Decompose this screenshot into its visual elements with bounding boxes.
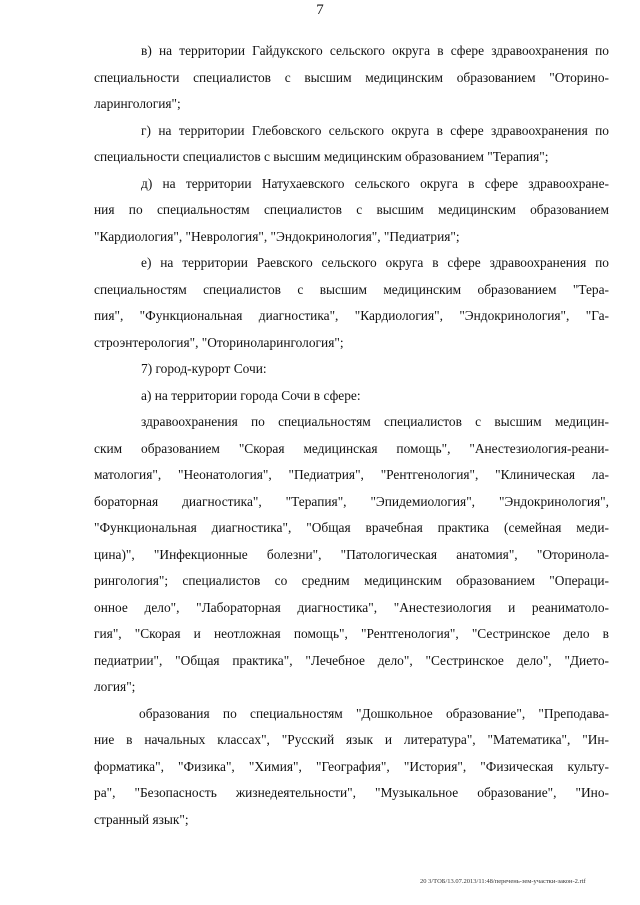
paragraph (94, 250, 609, 356)
text-line: ларингология"; (94, 96, 181, 111)
paragraph (94, 171, 609, 251)
paragraph (94, 409, 609, 701)
text-line: онное дело", "Лабораторная диагностика", "Анестезиология и реаниматоло- (94, 599, 609, 615)
text-line: специальности специалистов с высшим медицинским образованием "Терапия"; (94, 149, 549, 164)
text-line: специальностям специалистов с высшим медицинским образованием "Тера- (94, 281, 609, 297)
text-line: ра", "Безопасность жизнедеятельности", "Музыкальное образование", "Ино- (94, 785, 609, 800)
text-line: матология", "Неонатология", "Педиатрия", "Рентгенология", "Клиническая ла- (94, 467, 609, 482)
text-line: специальности специалистов с высшим медицинским образованием "Оторино- (94, 69, 609, 85)
text-line: строэнтерология", "Оториноларингология"; (94, 334, 344, 350)
paragraph (94, 383, 609, 410)
text-line: 7) город-курорт Сочи: (141, 361, 267, 376)
text-line: пия", "Функциональная диагностика", "Кардиология", "Эндокринология", "Га- (94, 308, 609, 323)
text-line: "Кардиология", "Неврология", "Эндокринология", "Педиатрия"; (94, 228, 460, 244)
document-body (94, 38, 609, 833)
text-line: педиатрии", "Общая практика", "Лечебное дело", "Сестринское дело", "Дието- (94, 652, 609, 668)
text-line: гия", "Скорая и неотложная помощь", "Рентгенология", "Сестринское дело в (94, 626, 609, 641)
text-line: г) на территории Глебовского сельского округа в сфере здравоохранения по (141, 122, 609, 138)
text-line: образования по специальностям "Дошкольное образование", "Преподава- (139, 705, 609, 721)
paragraph (94, 38, 609, 118)
text-line: д) на территории Натухаевского сельского округа в сфере здравоохране- (141, 175, 609, 191)
text-line: логия"; (94, 679, 136, 694)
text-line: рингология"; специалистов со средним медицинским образованием "Операци- (94, 573, 609, 588)
text-line: а) на территории города Сочи в сфере: (141, 387, 361, 403)
text-line: бораторная диагностика", "Терапия", "Эпидемиология", "Эндокринология", (94, 493, 609, 509)
paragraph (94, 356, 609, 383)
text-line: здравоохранения по специальностям специалистов с высшим медицин- (141, 414, 609, 429)
text-line: ние в начальных классах", "Русский язык и литература", "Математика", "Ин- (94, 732, 609, 747)
paragraph (94, 118, 609, 171)
paragraph (94, 701, 609, 834)
text-line: е) на территории Раевского сельского округа в сфере здравоохранения по (141, 255, 609, 270)
footer-file-path: 20 3/ТОБ/13.07.2013/11:48/перечень-зем-участки-закон-2.rtf (420, 878, 586, 885)
text-line: ния по специальностям специалистов с высшим медицинским образованием (94, 202, 609, 217)
text-line: "Функциональная диагностика", "Общая врачебная практика (семейная меди- (94, 520, 609, 535)
page-number: 7 (316, 2, 324, 18)
text-line: форматика", "Физика", "Химия", "География", "История", "Физическая культу- (94, 758, 609, 774)
text-line: странный язык"; (94, 811, 189, 827)
text-line: ским образованием "Скорая медицинская помощь", "Анестезиология-реани- (94, 440, 609, 456)
text-line: цина)", "Инфекционные болезни", "Патологическая анатомия", "Оторинола- (94, 546, 609, 562)
text-line: в) на территории Гайдукского сельского округа в сфере здравоохранения по (141, 43, 609, 58)
